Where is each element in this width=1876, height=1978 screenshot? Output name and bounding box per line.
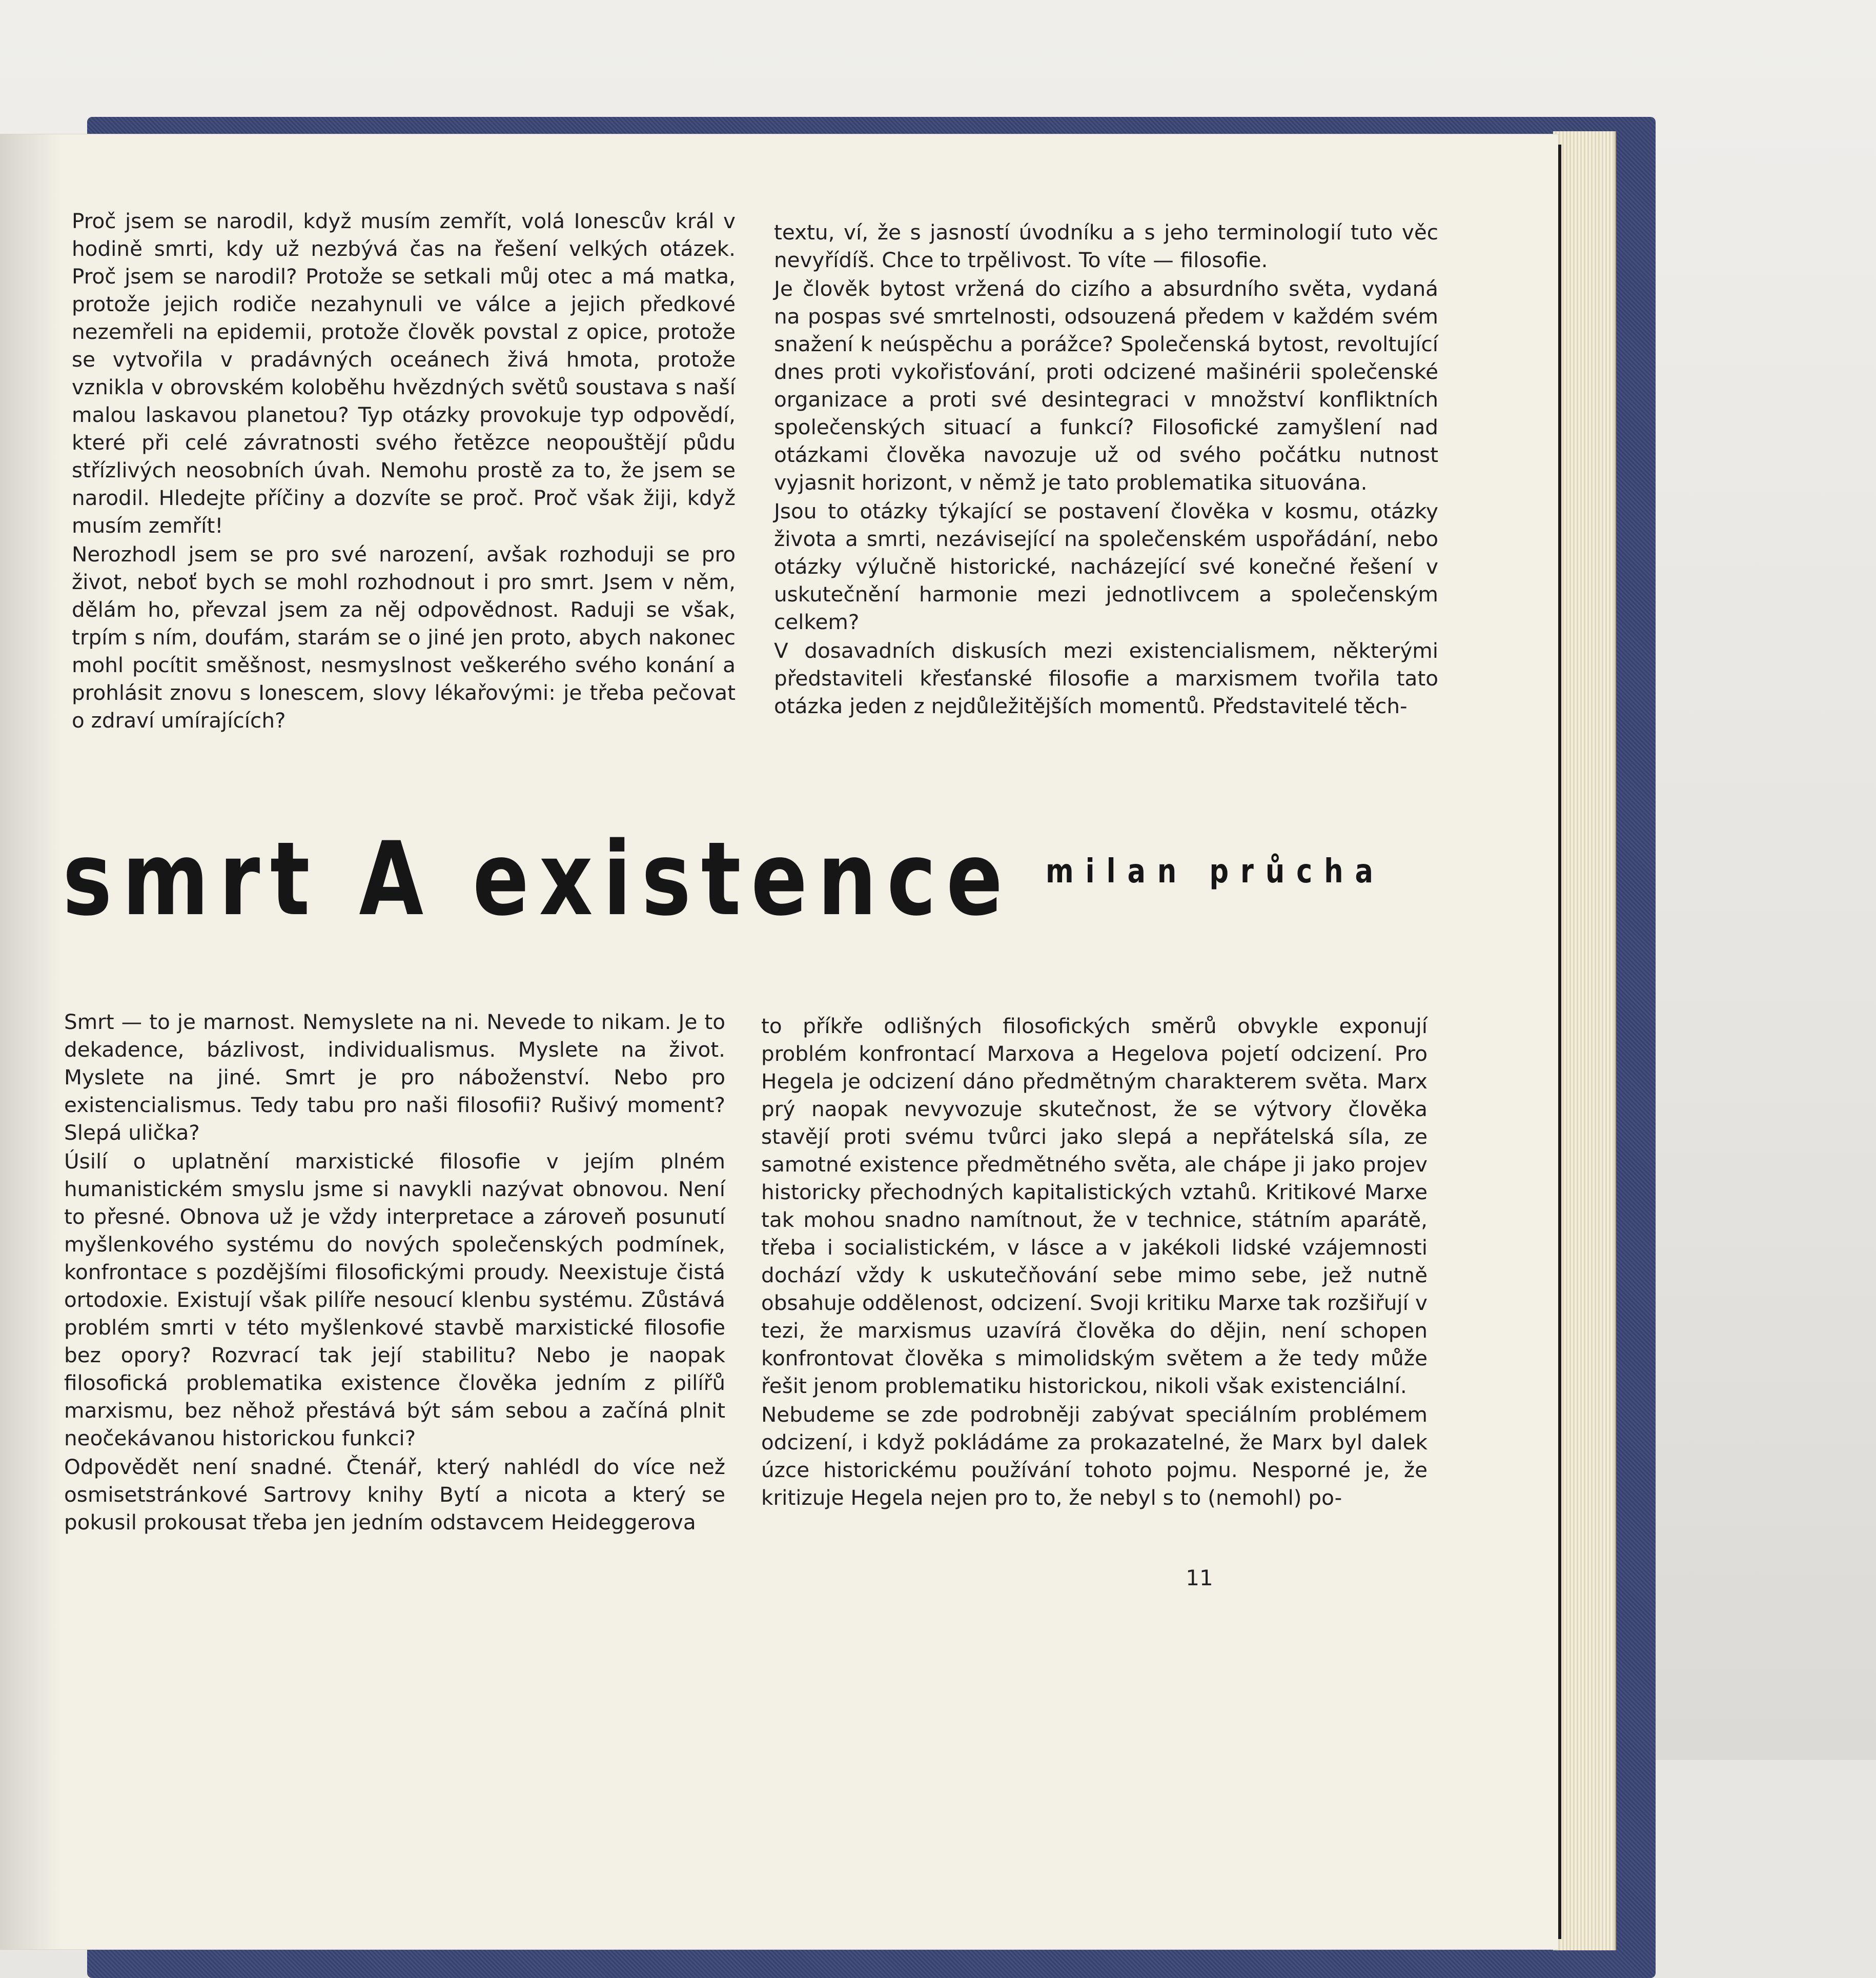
paragraph: Jsou to otázky týkající se postavení člověka v kosmu, otázky života a smrti, nezávisející na společenském uspořádání, nebo otázky výlučně historické, nacházející své konečné řešení v uskutečnění harmonie mezi jednotlivcem a společenským celkem? xyxy=(774,499,1438,634)
page-edges xyxy=(1553,131,1616,1950)
paragraph: Úsilí o uplatnění marxistické filosofie v jejím plném humanistickém smyslu jsme si navykli nazývat obnovou. Není to přesné. Obnova už je vždy interpretace a zároveň posunutí myšlenkového systému do nových společenských podmínek, konfrontace s pozdějšími filosofickými proudy. Neexistuje čistá ortodoxie. Existují však pilíře nesoucí klenbu systému. Zůstává problém smrti v této myšlenkové stavbě marxistické filosofie bez opory? Rozvrací tak její stabilitu? Nebo je naopak filosofická problematika existence člověka jedním z pilířů marxismu, bez něhož přestává být sám sebou a začíná plnit neočekávanou historickou funkci? xyxy=(64,1149,725,1450)
paragraph: textu, ví, že s jasností úvodníku a s jeho terminologií tuto věc nevyřídíš. Chce to trpělivost. To víte — filosofie. xyxy=(774,220,1438,272)
paragraph: Je člověk bytost vržená do cizího a absurdního světa, vydaná na pospas své smrtelnosti, odsouzená předem v každém svém snažení k neúspěchu a porážce? Společenská bytost, revoltující dnes proti vykořisťování, proti odcizené mašinérii společenské organizace a proti své desintegraci v množství konfliktních společenských situací a funkcí? Filosofické zamyšlení nad otázkami člověka navozuje už od svého počátku nutnost vyjasnit horizont, v němž je tato problematika situována. xyxy=(774,276,1438,495)
paragraph: Nebudeme se zde podrobněji zabývat speciálním problémem odcizení, i když pokládáme za prokazatelné, že Marx byl dalek úzce historickému používání tohoto pojmu. Nesporné je, že kritizuje Hegela nejen pro to, že nebyl s to (nemohl) po- xyxy=(761,1402,1428,1510)
page-rule-line xyxy=(1558,145,1561,1939)
paragraph: to příkře odlišných filosofických směrů obvykle exponují problém konfrontací Marxova a Hegelova pojetí odcizení. Pro Hegela je odcizení dáno předmětným charakterem světa. Marx prý naopak nevyvozuje skutečnost, že se výtvory člověka stavějí proti svému tvůrci jako slepá a nepřátelská síla, ze samotné existence předmětného světa, ale chápe ji jako projev historicky přechodných kapitalistických vztahů. Kritikové Marxe tak mohou snadno namítnout, že v technice, státním aparátě, třeba i socialistickém, v lásce a v jakékoli lidské vzájemnosti dochází vždy k uskutečňování sebe mimo sebe, jež nutně obsahuje oddělenost, odcizení. Svoji kritiku Marxe tak rozšiřují v tezi, že marxismus uzavírá člověka do dějin, není schopen konfrontovat člověka s mimolidským světem a že tedy může řešit jenom problematiku historickou, nikoli však existenciální. xyxy=(761,1014,1428,1398)
column-top-right xyxy=(774,218,1438,720)
article-title: smrt A existence xyxy=(63,820,1013,938)
article-author: milan průcha xyxy=(1046,853,1385,891)
column-top-left xyxy=(72,207,736,734)
column-bottom-right xyxy=(761,1012,1428,1511)
paragraph: Nerozhodl jsem se pro své narození, avšak rozhoduji se pro život, neboť bych se mohl rozhodnout i pro smrt. Jsem v něm, dělám ho, převzal jsem za něj odpovědnost. Raduji se však, trpím s ním, doufám, starám se o jiné jen proto, abych nakonec mohl pocítit směšnost, nesmyslnost veškerého svého konání a prohlásit znovu s Ionescem, slovy lékařovými: je třeba pečovat o zdraví umírajících? xyxy=(72,542,736,733)
column-bottom-left xyxy=(64,1008,725,1536)
paragraph: Proč jsem se narodil, když musím zemřít, volá Ionescův král v hodině smrti, kdy už nezbývá čas na řešení velkých otázek. Proč jsem se narodil? Protože se setkali můj otec a má matka, protože jejich rodiče nezahynuli ve válce a jejich předkové nezemřeli na epidemii, protože člověk povstal z opice, protože se vytvořila v pradávných oceánech živá hmota, protože vznikla v obrovském koloběhu hvězdných světů soustava s naší malou laskavou planetou? Typ otázky provokuje typ odpovědí, které při celé závratnosti svého řetězce neopouštějí půdu střízlivých neosobních úvah. Nemohu prostě za to, že jsem se narodil. Hledejte příčiny a dozvíte se proč. Proč však žiji, když musím zemřít! xyxy=(72,209,736,538)
paragraph: Odpovědět není snadné. Čtenář, který nahlédl do více než osmisetstránkové Sartrovy knihy Bytí a nicota a který se pokusil prokousat třeba jen jedním odstavcem Heideggerova xyxy=(64,1455,725,1535)
paragraph: Smrt — to je marnost. Nemyslete na ni. Nevede to nikam. Je to dekadence, bázlivost, individualismus. Myslete na život. Myslete na jiné. Smrt je pro náboženství. Nebo pro existencialismus. Tedy tabu pro naši filosofii? Rušivý moment? Slepá ulička? xyxy=(64,1010,725,1145)
paragraph: V dosavadních diskusích mezi existencialismem, některými představiteli křesťanské filosofie a marxismem tvořila tato otázka jeden z nejdůležitějších momentů. Představitelé těch- xyxy=(774,638,1438,718)
gutter-shadow xyxy=(0,134,62,1949)
page-number: 11 xyxy=(1186,1565,1213,1590)
